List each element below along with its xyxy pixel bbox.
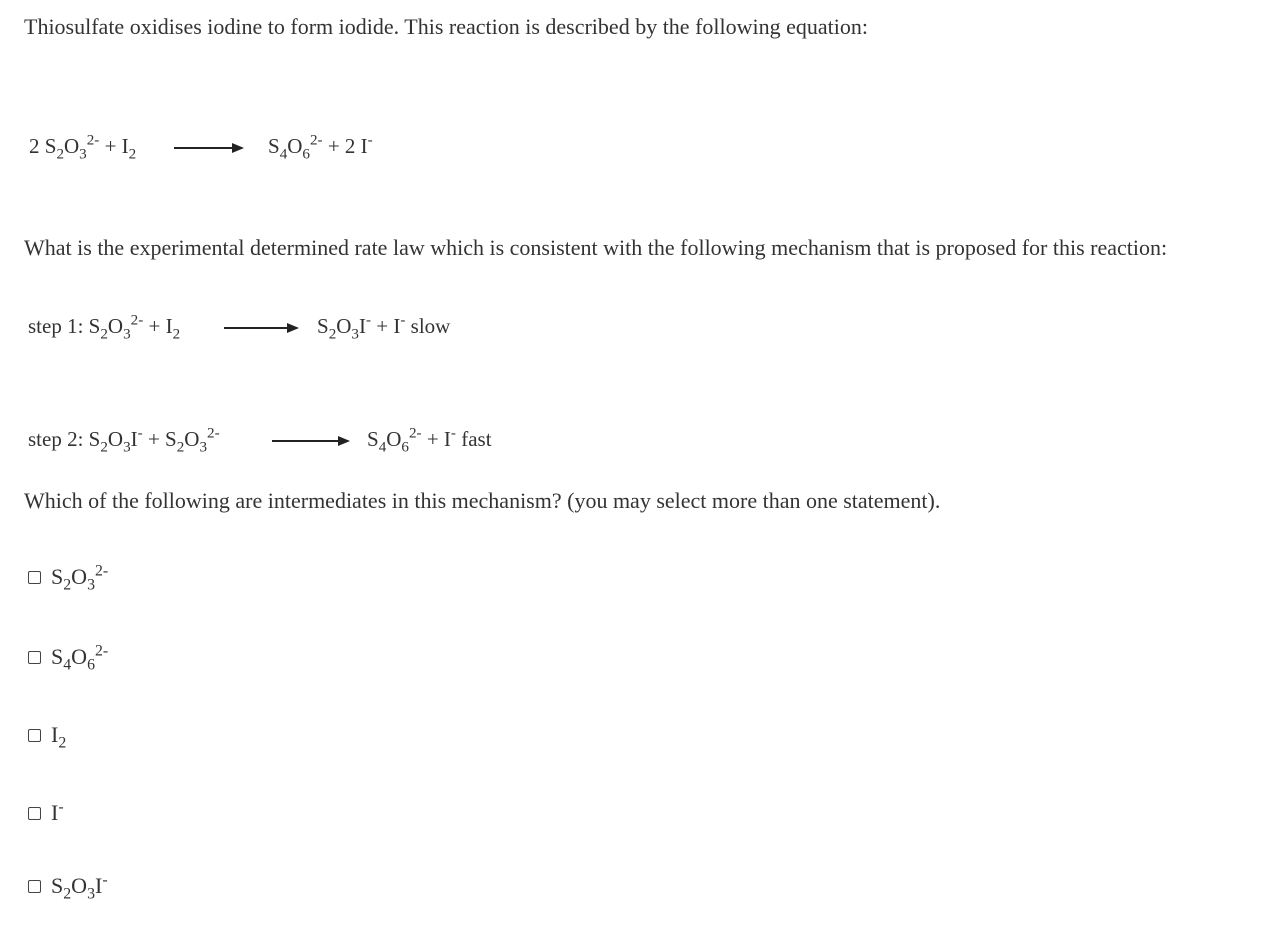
reaction-arrow (224, 327, 297, 329)
option-label: $S_2O_3I^-$ (51, 871, 108, 903)
question-intermediates: Which of the following are intermediates in this mechanism? (you may select more than one statement). (24, 488, 941, 513)
mechanism-step-1 (28, 312, 548, 346)
option-checkbox[interactable] (28, 571, 41, 584)
overall-products: $S_4O_6^{2-} + 2$ I- (268, 132, 373, 163)
option-label: $S_2O_3^{2-}$ (51, 562, 109, 594)
overall-equation (29, 132, 449, 166)
step1-reactants: step 1: $S_2O_3^{2-} + I_2$ (28, 312, 181, 343)
step2-products: $S_4O_6^{2-} + I^-$ fast (367, 425, 492, 456)
reaction-arrow (272, 440, 348, 442)
option-checkbox[interactable] (28, 729, 41, 742)
intro-text: Thiosulfate oxidises iodine to form iodide. This reaction is described by the following equation: (24, 14, 868, 39)
step2-reactants: step 2: $S_2O_3I^- + S_2O_3^{2-}$ (28, 425, 220, 456)
option-checkbox[interactable] (28, 880, 41, 893)
option-label: $I_2$ (51, 722, 67, 752)
option-iodine[interactable] (28, 722, 67, 752)
option-iodide[interactable] (28, 800, 64, 826)
option-tetrathionate[interactable] (28, 642, 109, 674)
reaction-arrow (174, 147, 242, 149)
option-s2o3i[interactable] (28, 871, 108, 903)
option-label: $S_4O_6^{2-}$ (51, 642, 109, 674)
question-rate-law: What is the experimental determined rate law which is consistent with the following mechanism that is proposed for this reaction: (24, 235, 1168, 260)
option-label: I- (51, 798, 64, 825)
step1-products: $S_2O_3I^- + I^-$ slow (317, 312, 451, 343)
option-checkbox[interactable] (28, 807, 41, 820)
mechanism-step-2 (28, 425, 588, 459)
option-thiosulfate[interactable] (28, 562, 109, 594)
option-checkbox[interactable] (28, 651, 41, 664)
overall-reactants: 2 $S_2O_3^{2-} + I_2$ (29, 132, 137, 163)
